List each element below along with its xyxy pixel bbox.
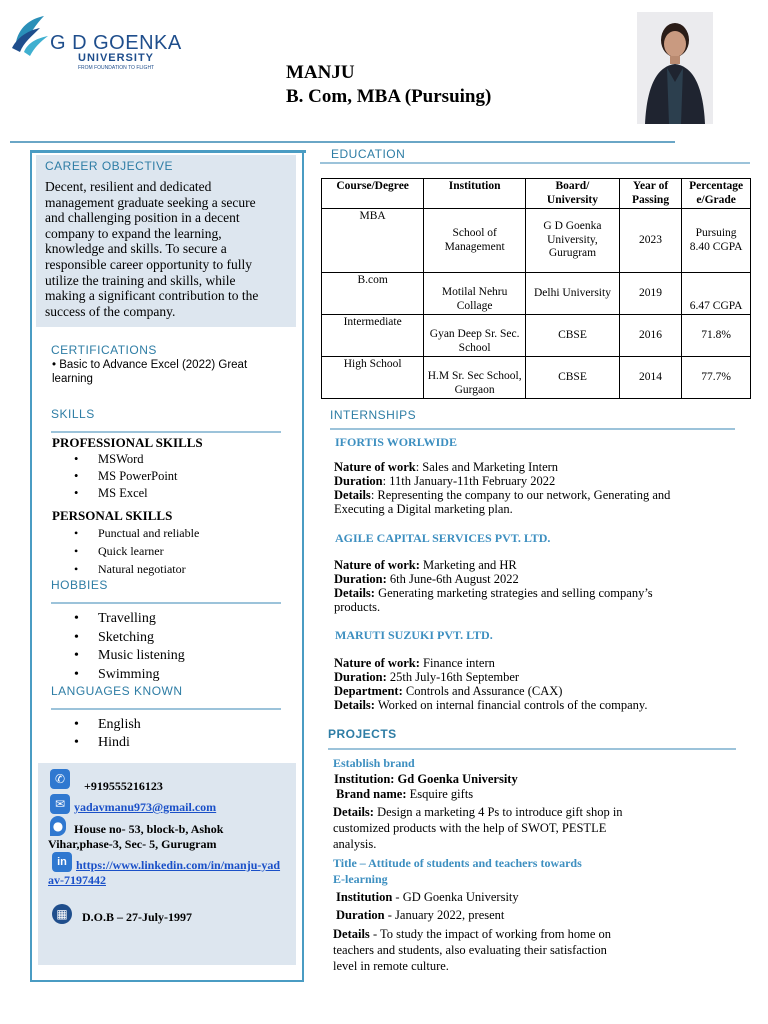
field-value: Controls and Assurance (CAX) (402, 684, 563, 698)
project-details (333, 804, 623, 852)
professional-skills-list (74, 451, 178, 502)
field-label: Details: (334, 586, 375, 600)
logo-emblem-icon (10, 12, 50, 60)
table-row (322, 273, 751, 315)
logo-title: G D GOENKA (50, 32, 182, 54)
internship-details (334, 656, 694, 712)
project-title: Title – Attitude of students and teachers towards E-learning (333, 856, 582, 886)
address: House no- 53, block-b, Ashok Vihar,phase-3, Sec- 5, Gurugram (48, 822, 224, 851)
table-cell: 2023 (619, 209, 681, 273)
internships-divider (330, 428, 735, 430)
list-item: • Natural negotiator (74, 560, 199, 578)
linkedin-link[interactable]: https://www.linkedin.com/in/manju-yadav-7197442 (48, 858, 281, 887)
list-item: • Hindi (74, 734, 141, 752)
projects-divider (328, 748, 736, 750)
table-cell: 2016 (619, 315, 681, 357)
table-cell: 2014 (619, 357, 681, 399)
field-label: Department: (334, 684, 403, 698)
date-of-birth: D.O.B – 27-July-1997 (82, 910, 193, 924)
email-icon: ✉ (50, 794, 70, 814)
field-value: Design a marketing 4 Ps to introduce gift shop in customized products with the help of SWOT, PESTLE analysis. (333, 805, 623, 851)
projects-heading: PROJECTS (328, 727, 397, 741)
table-cell: CBSE (526, 357, 620, 399)
location-icon: ● (50, 816, 66, 836)
project-brand (336, 786, 473, 802)
field-label: Nature of work: (334, 656, 420, 670)
table-cell: 71.8% (682, 315, 751, 357)
field-value: - January 2022, present (384, 908, 505, 922)
skills-heading: SKILLS (51, 407, 95, 421)
project-institution: Institution: Gd Goenka University (334, 772, 518, 786)
field-value: Finance intern (419, 656, 495, 670)
field-label: Duration (334, 474, 383, 488)
hobbies-divider (51, 602, 281, 604)
personal-skills-heading: PERSONAL SKILLS (52, 508, 173, 523)
header-divider (10, 141, 675, 143)
table-cell: MBA (322, 209, 424, 273)
internship-details (334, 558, 694, 614)
candidate-degree: B. Com, MBA (Pursuing) (286, 86, 492, 107)
list-item: • MSWord (74, 451, 178, 468)
field-label: Duration: (334, 670, 387, 684)
table-row (322, 315, 751, 357)
column-header: Institution (424, 179, 526, 209)
personal-skills-list (74, 524, 199, 578)
table-cell: Delhi University (526, 273, 620, 315)
table-cell: Intermediate (322, 315, 424, 357)
field-label: Details (334, 488, 371, 502)
field-value: Esquire gifts (406, 787, 474, 801)
list-item: • Swimming (74, 666, 185, 685)
table-cell: 6.47 CGPA (682, 273, 751, 315)
university-logo (10, 12, 182, 72)
project-institution (336, 889, 519, 905)
column-header: Board/ University (526, 179, 620, 209)
field-label: Details: (334, 698, 375, 712)
table-cell: Gyan Deep Sr. Sec. School (424, 315, 526, 357)
linkedin-icon: in (52, 852, 72, 872)
field-value: Marketing and HR (419, 558, 517, 572)
phone-number: +919555216123 (84, 779, 163, 793)
education-heading: EDUCATION (331, 147, 406, 161)
table-row (322, 357, 751, 399)
table-cell: Motilal Nehru Collage (424, 273, 526, 315)
project-title: Establish brand (333, 756, 415, 770)
logo-subtitle: UNIVERSITY (78, 52, 155, 64)
list-item: • MS Excel (74, 485, 178, 502)
candidate-name: MANJU (286, 62, 355, 83)
field-value: : Sales and Marketing Intern (415, 460, 559, 474)
professional-skills-heading: PROFESSIONAL SKILLS (52, 435, 203, 450)
list-item: • Quick learner (74, 542, 199, 560)
field-value: : Representing the company to our network, Generating and Executing a Digital marketing plan. (334, 488, 671, 516)
field-value: 25th July-16th September (386, 670, 520, 684)
education-divider (320, 162, 750, 164)
contact-panel (38, 763, 296, 965)
table-cell: G D Goenka University, Gurugram (526, 209, 620, 273)
internships-heading: INTERNSHIPS (330, 408, 417, 422)
column-header: Year of Passing (619, 179, 681, 209)
column-header: Course/Degree (322, 179, 424, 209)
table-cell: H.M Sr. Sec School, Gurgaon (424, 357, 526, 399)
field-label: Brand name: (336, 787, 407, 801)
certification-item: • Basic to Advance Excel (2022) Great learning (52, 359, 248, 385)
table-cell: CBSE (526, 315, 620, 357)
internship-details (334, 460, 694, 516)
table-cell: 2019 (619, 273, 681, 315)
table-cell: B.com (322, 273, 424, 315)
table-cell: School of Management (424, 209, 526, 273)
internship-company: IFORTIS WORLWIDE (335, 435, 457, 449)
field-value: - To study the impact of working from home on teachers and students, also evaluating their satisfaction level in remote culture. (333, 927, 612, 973)
field-label: Duration (336, 908, 385, 922)
table-cell: High School (322, 357, 424, 399)
field-label: Nature of work: (334, 558, 420, 572)
field-value: Generating marketing strategies and selling company’s products. (334, 586, 653, 614)
career-objective-heading: CAREER OBJECTIVE (45, 159, 174, 173)
field-label: Nature of work (334, 460, 416, 474)
internship-company: AGILE CAPITAL SERVICES PVT. LTD. (335, 531, 551, 545)
column-header: Percentage e/Grade (682, 179, 751, 209)
calendar-icon: ▦ (52, 904, 72, 924)
field-value: 6th June-6th August 2022 (386, 572, 519, 586)
skills-divider (51, 431, 281, 433)
languages-heading: LANGUAGES KNOWN (51, 684, 183, 698)
table-cell: Pursuing 8.40 CGPA (682, 209, 751, 273)
logo-tagline: FROM FOUNDATION TO FLIGHT (78, 65, 155, 71)
field-label: Duration: (334, 572, 387, 586)
list-item: • MS PowerPoint (74, 468, 178, 485)
languages-divider (51, 708, 281, 710)
list-item: • Sketching (74, 629, 185, 648)
list-item: • Music listening (74, 647, 185, 666)
field-label: Details (333, 927, 370, 941)
project-details (333, 926, 623, 974)
project-duration (336, 907, 504, 923)
field-label: Institution (336, 890, 393, 904)
certifications-heading: CERTIFICATIONS (51, 343, 157, 357)
phone-icon: ✆ (50, 769, 70, 789)
email-link[interactable]: yadavmanu973@gmail.com (74, 800, 217, 814)
career-objective-text: Decent, resilient and dedicated management graduate seeking a secure and challenging position in a decent company to expand the learning, knowledge and skills. To secure a responsible career opportunity to fully utilize the training and skills, while making a significant contribution to the success of the company. (45, 179, 259, 319)
hobbies-list (74, 610, 185, 684)
field-value: - GD Goenka University (392, 890, 519, 904)
list-item: • English (74, 716, 141, 734)
field-value: : 11th January-11th February 2022 (382, 474, 556, 488)
languages-list (74, 716, 141, 752)
field-label: Details: (333, 805, 374, 819)
table-row (322, 209, 751, 273)
education-table (321, 178, 751, 399)
table-cell: 77.7% (682, 357, 751, 399)
list-item: • Punctual and reliable (74, 524, 199, 542)
profile-photo (637, 12, 713, 124)
field-value: Worked on internal financial controls of the company. (374, 698, 648, 712)
table-header-row (322, 179, 751, 209)
list-item: • Travelling (74, 610, 185, 629)
hobbies-heading: HOBBIES (51, 578, 108, 592)
internship-company: MARUTI SUZUKI PVT. LTD. (335, 628, 493, 642)
